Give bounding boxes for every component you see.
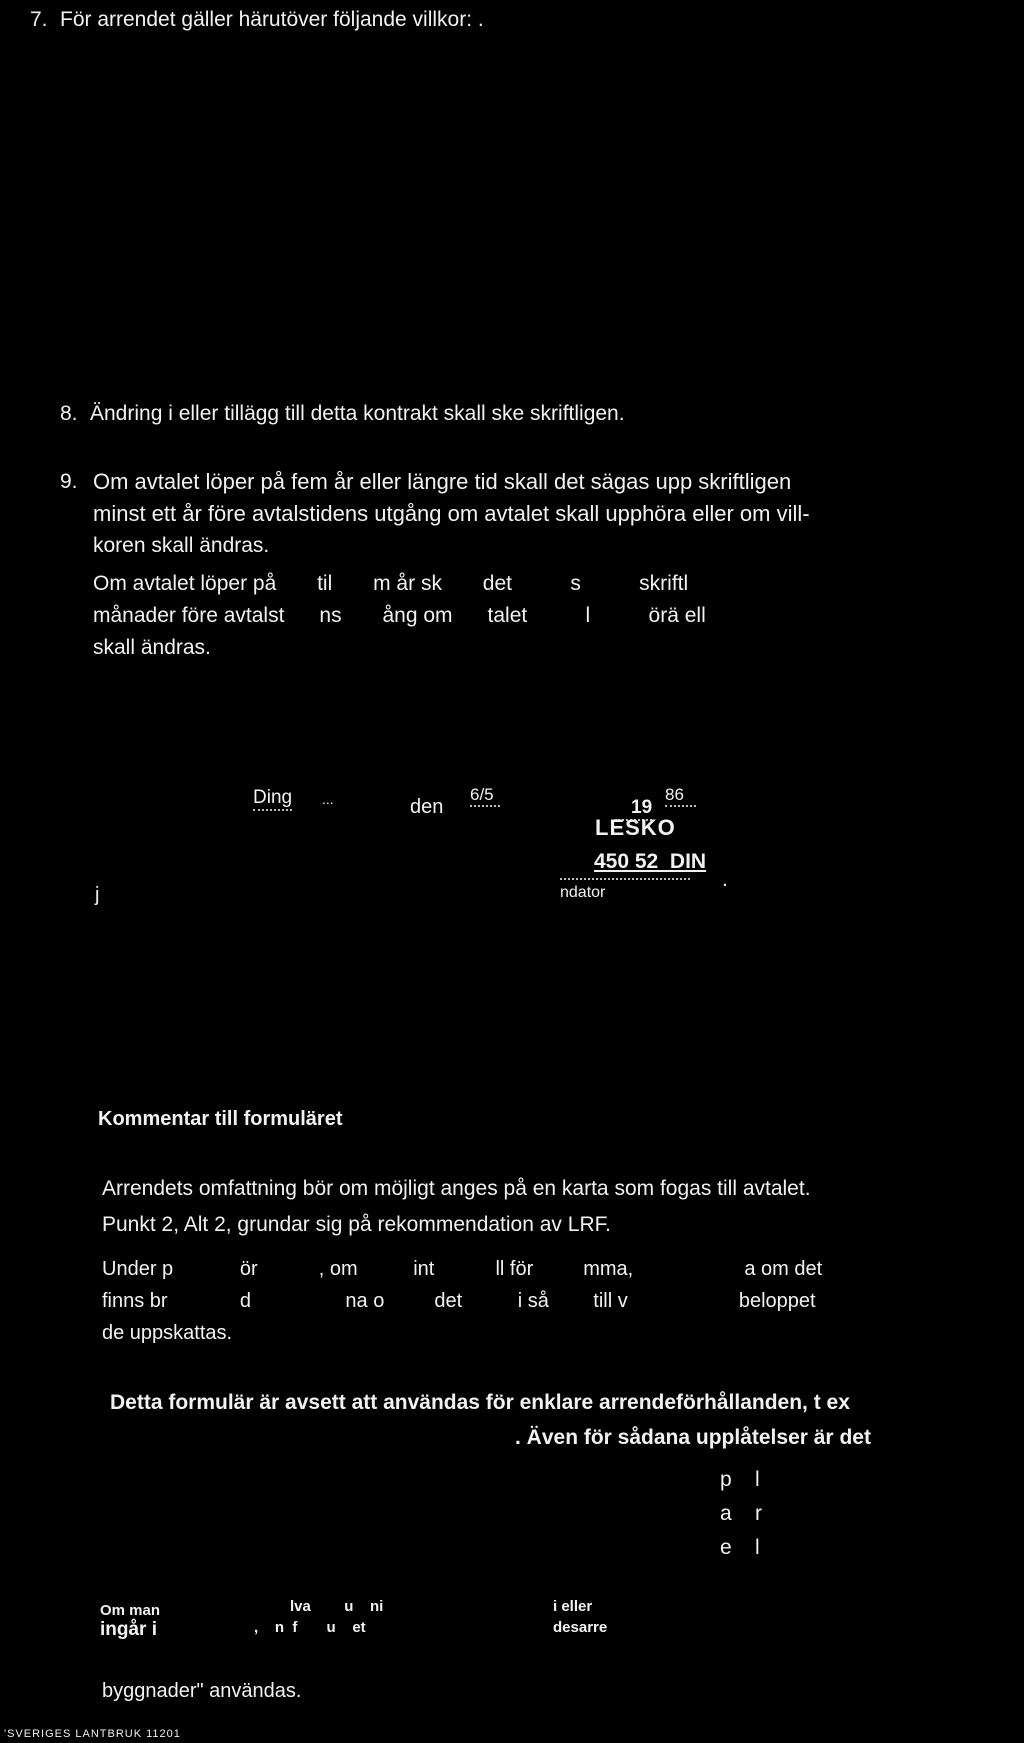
signature-role: ndator [560, 884, 606, 901]
kommentar-paragraph-2: Punkt 2, Alt 2, grundar sig på rekommendation av LRF. [102, 1213, 611, 1236]
clause-9-line-3: koren skall ändras. [93, 534, 270, 557]
clause-8-number: 8. [60, 402, 78, 425]
footer-imprint: 'SVERIGES LANTBRUK 11201 [4, 1728, 181, 1740]
stamp-name: LESKO [595, 815, 676, 840]
signature-left-mark: j [95, 884, 100, 906]
clause-7-number: 7. [30, 8, 48, 31]
bottom-line-1-end: i eller [553, 1598, 593, 1615]
clause-7-text: För arrendet gäller härutöver följande villkor: . [60, 8, 484, 31]
notice-fragment-3: e l [720, 1536, 760, 1559]
signature-year: 86 [665, 786, 696, 807]
clause-9-alt-line-3: skall ändras. [93, 636, 211, 659]
signature-line [560, 878, 690, 880]
signature-year-prefix: 19 [615, 798, 652, 821]
kommentar-heading: Kommentar till formuläret [98, 1108, 343, 1130]
kommentar-paragraph-3-line-3: de uppskattas. [102, 1322, 233, 1344]
clause-9-line-2: minst ett år före avtalstidens utgång om avtalet skall upphöra eller om vill- [93, 501, 810, 526]
clause-8 [60, 402, 625, 425]
kommentar-paragraph-3-line-1: Under p ör , om int ll för mma, a om det [102, 1258, 823, 1280]
kommentar-paragraph-3-line-2: finns br d na o det i så till v beloppet [102, 1290, 816, 1312]
bottom-line-2-middle: , n f u et [254, 1619, 366, 1636]
clause-9-number: 9. [60, 470, 78, 493]
bottom-line-1-middle: lva u ni [290, 1598, 384, 1615]
signature-date: 6/5 [470, 786, 500, 807]
clause-7 [30, 8, 484, 31]
bottom-line-3: byggnader" användas. [102, 1680, 302, 1702]
signature-trail-dot: . [722, 868, 728, 891]
notice-fragment-1: p l [720, 1468, 760, 1491]
clause-9-line-1: Om avtalet löper på fem år eller längre tid skall det sägas upp skriftligen [93, 469, 792, 494]
notice-line-1: Detta formulär är avsett att användas för enklare arrendeförhållanden, t ex [110, 1391, 850, 1414]
bottom-line-1-start: Om man [100, 1602, 161, 1619]
bottom-line-2-end: desarre [553, 1619, 608, 1636]
stamp-address: 450 52 DIN [594, 850, 707, 873]
clause-9-alt-line-1: Om avtalet löper på til m år sk det s skriftl [93, 572, 689, 595]
kommentar-paragraph-1: Arrendets omfattning bör om möjligt anges på en karta som fogas till avtalet. [102, 1177, 811, 1200]
clause-8-text: Ändring i eller tillägg till detta kontrakt skall ske skriftligen. [90, 402, 625, 425]
signature-den-label: den [410, 796, 444, 818]
notice-line-2: . Även för sådana upplåtelser är det [515, 1426, 871, 1449]
signature-place: Ding [253, 788, 292, 811]
clause-9-alt-line-2: månader före avtalst ns ång om talet l örä ell [93, 604, 706, 627]
notice-fragment-2: a r [720, 1502, 763, 1525]
bottom-line-2-start: ingår i [100, 1619, 158, 1640]
signature-place-dots: ... [322, 791, 334, 807]
